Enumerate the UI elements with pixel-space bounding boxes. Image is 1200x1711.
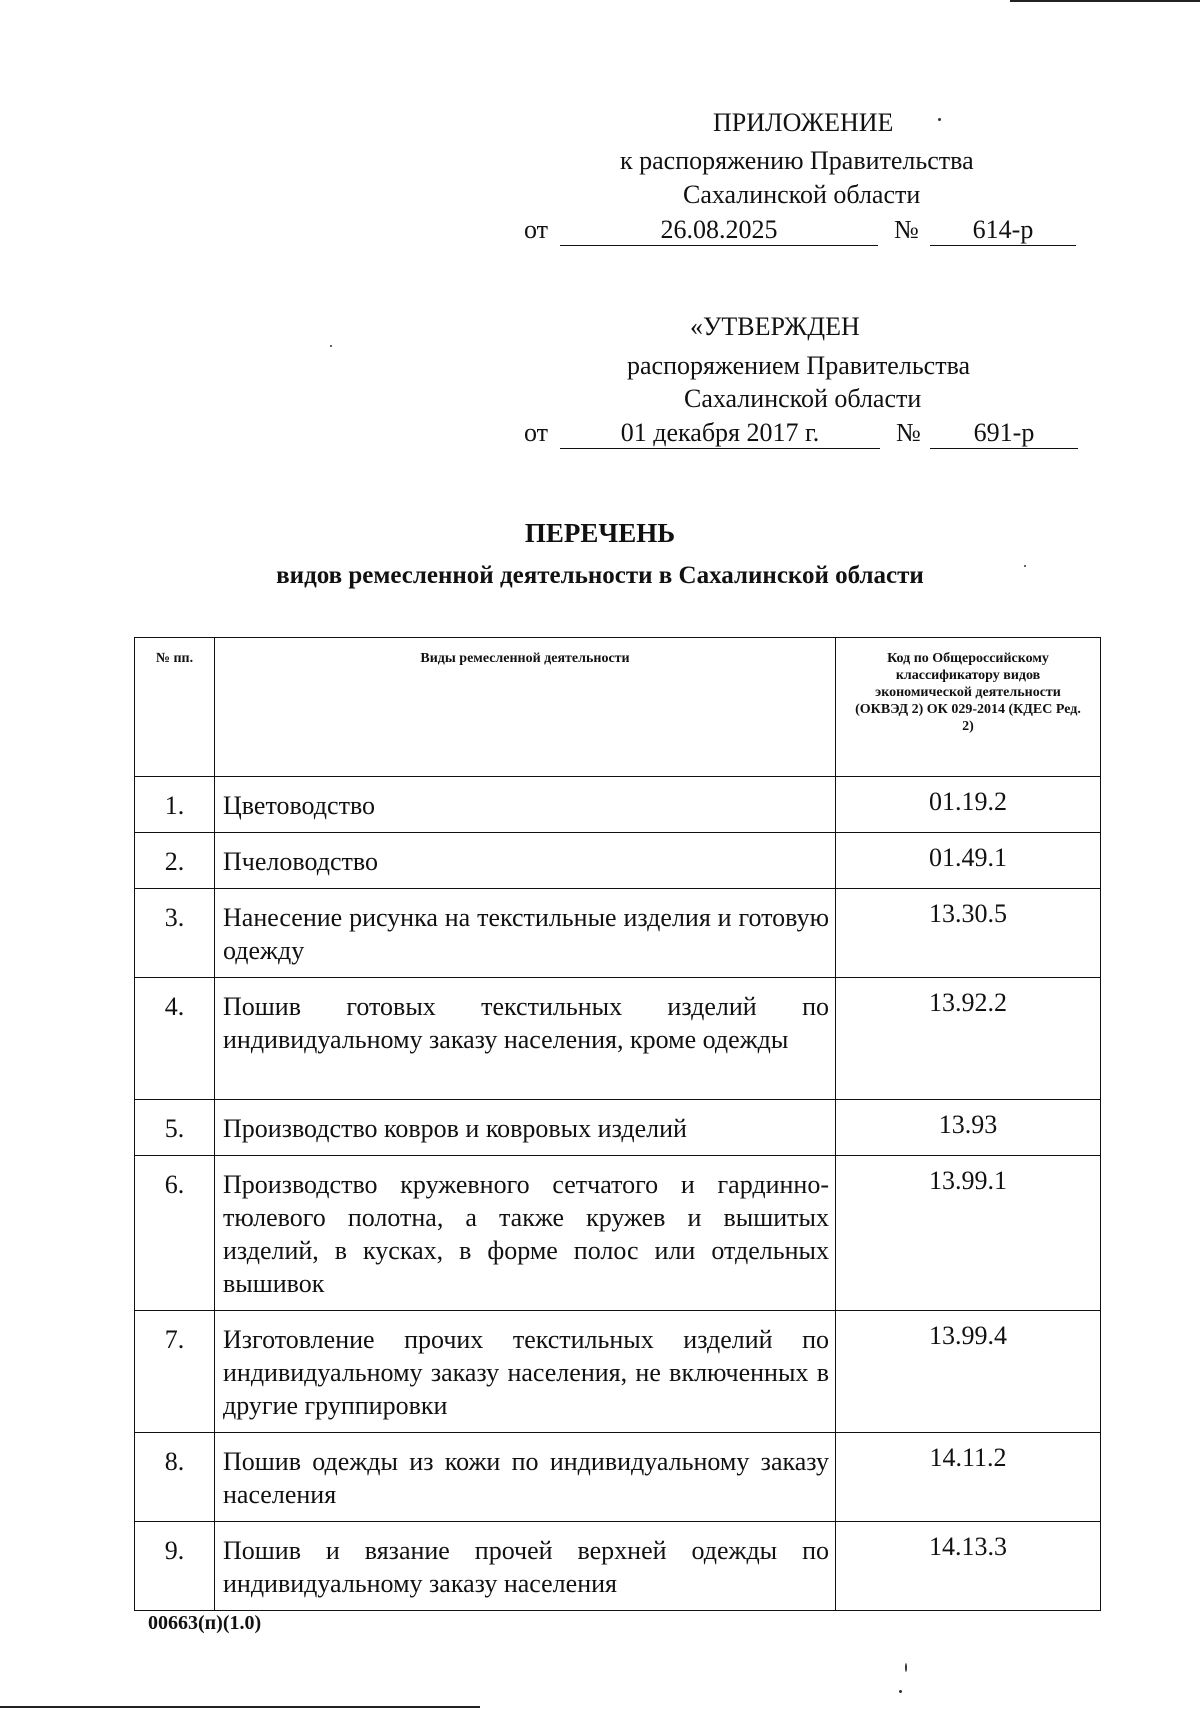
row-number: 1.: [135, 777, 215, 833]
row-code: 13.99.1: [836, 1156, 1101, 1311]
row-activity: Нанесение рисунка на текстильные изделия и готовую одежду: [215, 889, 836, 978]
table-row: [135, 1433, 1101, 1522]
table-row: [135, 777, 1101, 833]
row-number: 2.: [135, 833, 215, 889]
row-activity: Изготовление прочих текстильных изделий по индивидуальному заказу населения, не включенных в другие группировки: [215, 1311, 836, 1433]
row-number: 4.: [135, 978, 215, 1100]
scan-speck: [899, 1690, 902, 1693]
row-activity: Производство кружевного сетчатого и гардинно-тюлевого полотна, а также кружев и вышитых изделий, в кусках, в форме полос или отдельных вышивок: [215, 1156, 836, 1311]
scan-speck: [330, 345, 332, 347]
approved-line-1: распоряжением Правительства: [627, 351, 971, 380]
header-activity: Виды ремесленной деятельности: [215, 638, 836, 777]
row-code: 01.19.2: [836, 777, 1101, 833]
appendix-line-1: к распоряжению Правительства: [620, 146, 974, 175]
row-code: 14.13.3: [836, 1522, 1101, 1611]
document-code: 00663(п)(1.0): [148, 1612, 262, 1634]
row-code: 13.93: [836, 1100, 1101, 1156]
row-code: 14.11.2: [836, 1433, 1101, 1522]
appendix-number: 614-р: [930, 215, 1076, 246]
row-number: 3.: [135, 889, 215, 978]
row-number: 5.: [135, 1100, 215, 1156]
activities-table: [134, 637, 1101, 1611]
appendix-number-label: №: [894, 215, 919, 244]
header-code: Код по Общероссийскому классификатору видов экономической деятельности (ОКВЭД 2) ОК 029-2014 (КДЕС Ред. 2): [836, 638, 1101, 777]
row-code: 13.99.4: [836, 1311, 1101, 1433]
document-title: ПЕРЕЧЕНЬ: [524, 518, 676, 548]
row-code: 13.30.5: [836, 889, 1101, 978]
table-row: [135, 833, 1101, 889]
approved-heading: «УТВЕРЖДЕН: [690, 312, 860, 341]
approved-date-row: [524, 418, 1078, 452]
approved-line-2: Сахалинской области: [684, 384, 922, 413]
approved-from-label: от: [524, 418, 549, 447]
appendix-from-label: от: [524, 215, 549, 244]
table-row: [135, 889, 1101, 978]
row-activity: Цветоводство: [215, 777, 836, 833]
table-header-row: [135, 638, 1101, 777]
row-activity: Пошив и вязание прочей верхней одежды по индивидуальному заказу населения: [215, 1522, 836, 1611]
row-activity: Пошив одежды из кожи по индивидуальному заказу населения: [215, 1433, 836, 1522]
table-row: [135, 978, 1101, 1100]
appendix-line-2: Сахалинской области: [683, 180, 921, 209]
appendix-date-row: [524, 215, 1076, 249]
scan-edge-top: [1010, 0, 1200, 2]
approved-date: 01 декабря 2017 г.: [560, 418, 880, 449]
row-number: 6.: [135, 1156, 215, 1311]
scan-speck: [905, 1663, 907, 1672]
table-row: [135, 1100, 1101, 1156]
row-code: 01.49.1: [836, 833, 1101, 889]
approved-number-label: №: [896, 418, 921, 447]
row-activity: Производство ковров и ковровых изделий: [215, 1100, 836, 1156]
header-num: № пп.: [135, 638, 215, 777]
row-number: 8.: [135, 1433, 215, 1522]
row-activity: Пошив готовых текстильных изделий по индивидуальному заказу населения, кроме одежды: [215, 978, 836, 1100]
appendix-date: 26.08.2025: [560, 215, 878, 246]
table-row: [135, 1522, 1101, 1611]
table-row: [135, 1311, 1101, 1433]
scan-speck: [938, 118, 941, 121]
row-code: 13.92.2: [836, 978, 1101, 1100]
document-subtitle: видов ремесленной деятельности в Сахалинской области: [276, 562, 924, 589]
row-activity: Пчеловодство: [215, 833, 836, 889]
row-number: 7.: [135, 1311, 215, 1433]
scan-edge-bottom: [0, 1706, 480, 1708]
approved-number: 691-р: [930, 418, 1078, 449]
table-row: [135, 1156, 1101, 1311]
appendix-heading: ПРИЛОЖЕНИЕ: [713, 108, 894, 137]
row-number: 9.: [135, 1522, 215, 1611]
